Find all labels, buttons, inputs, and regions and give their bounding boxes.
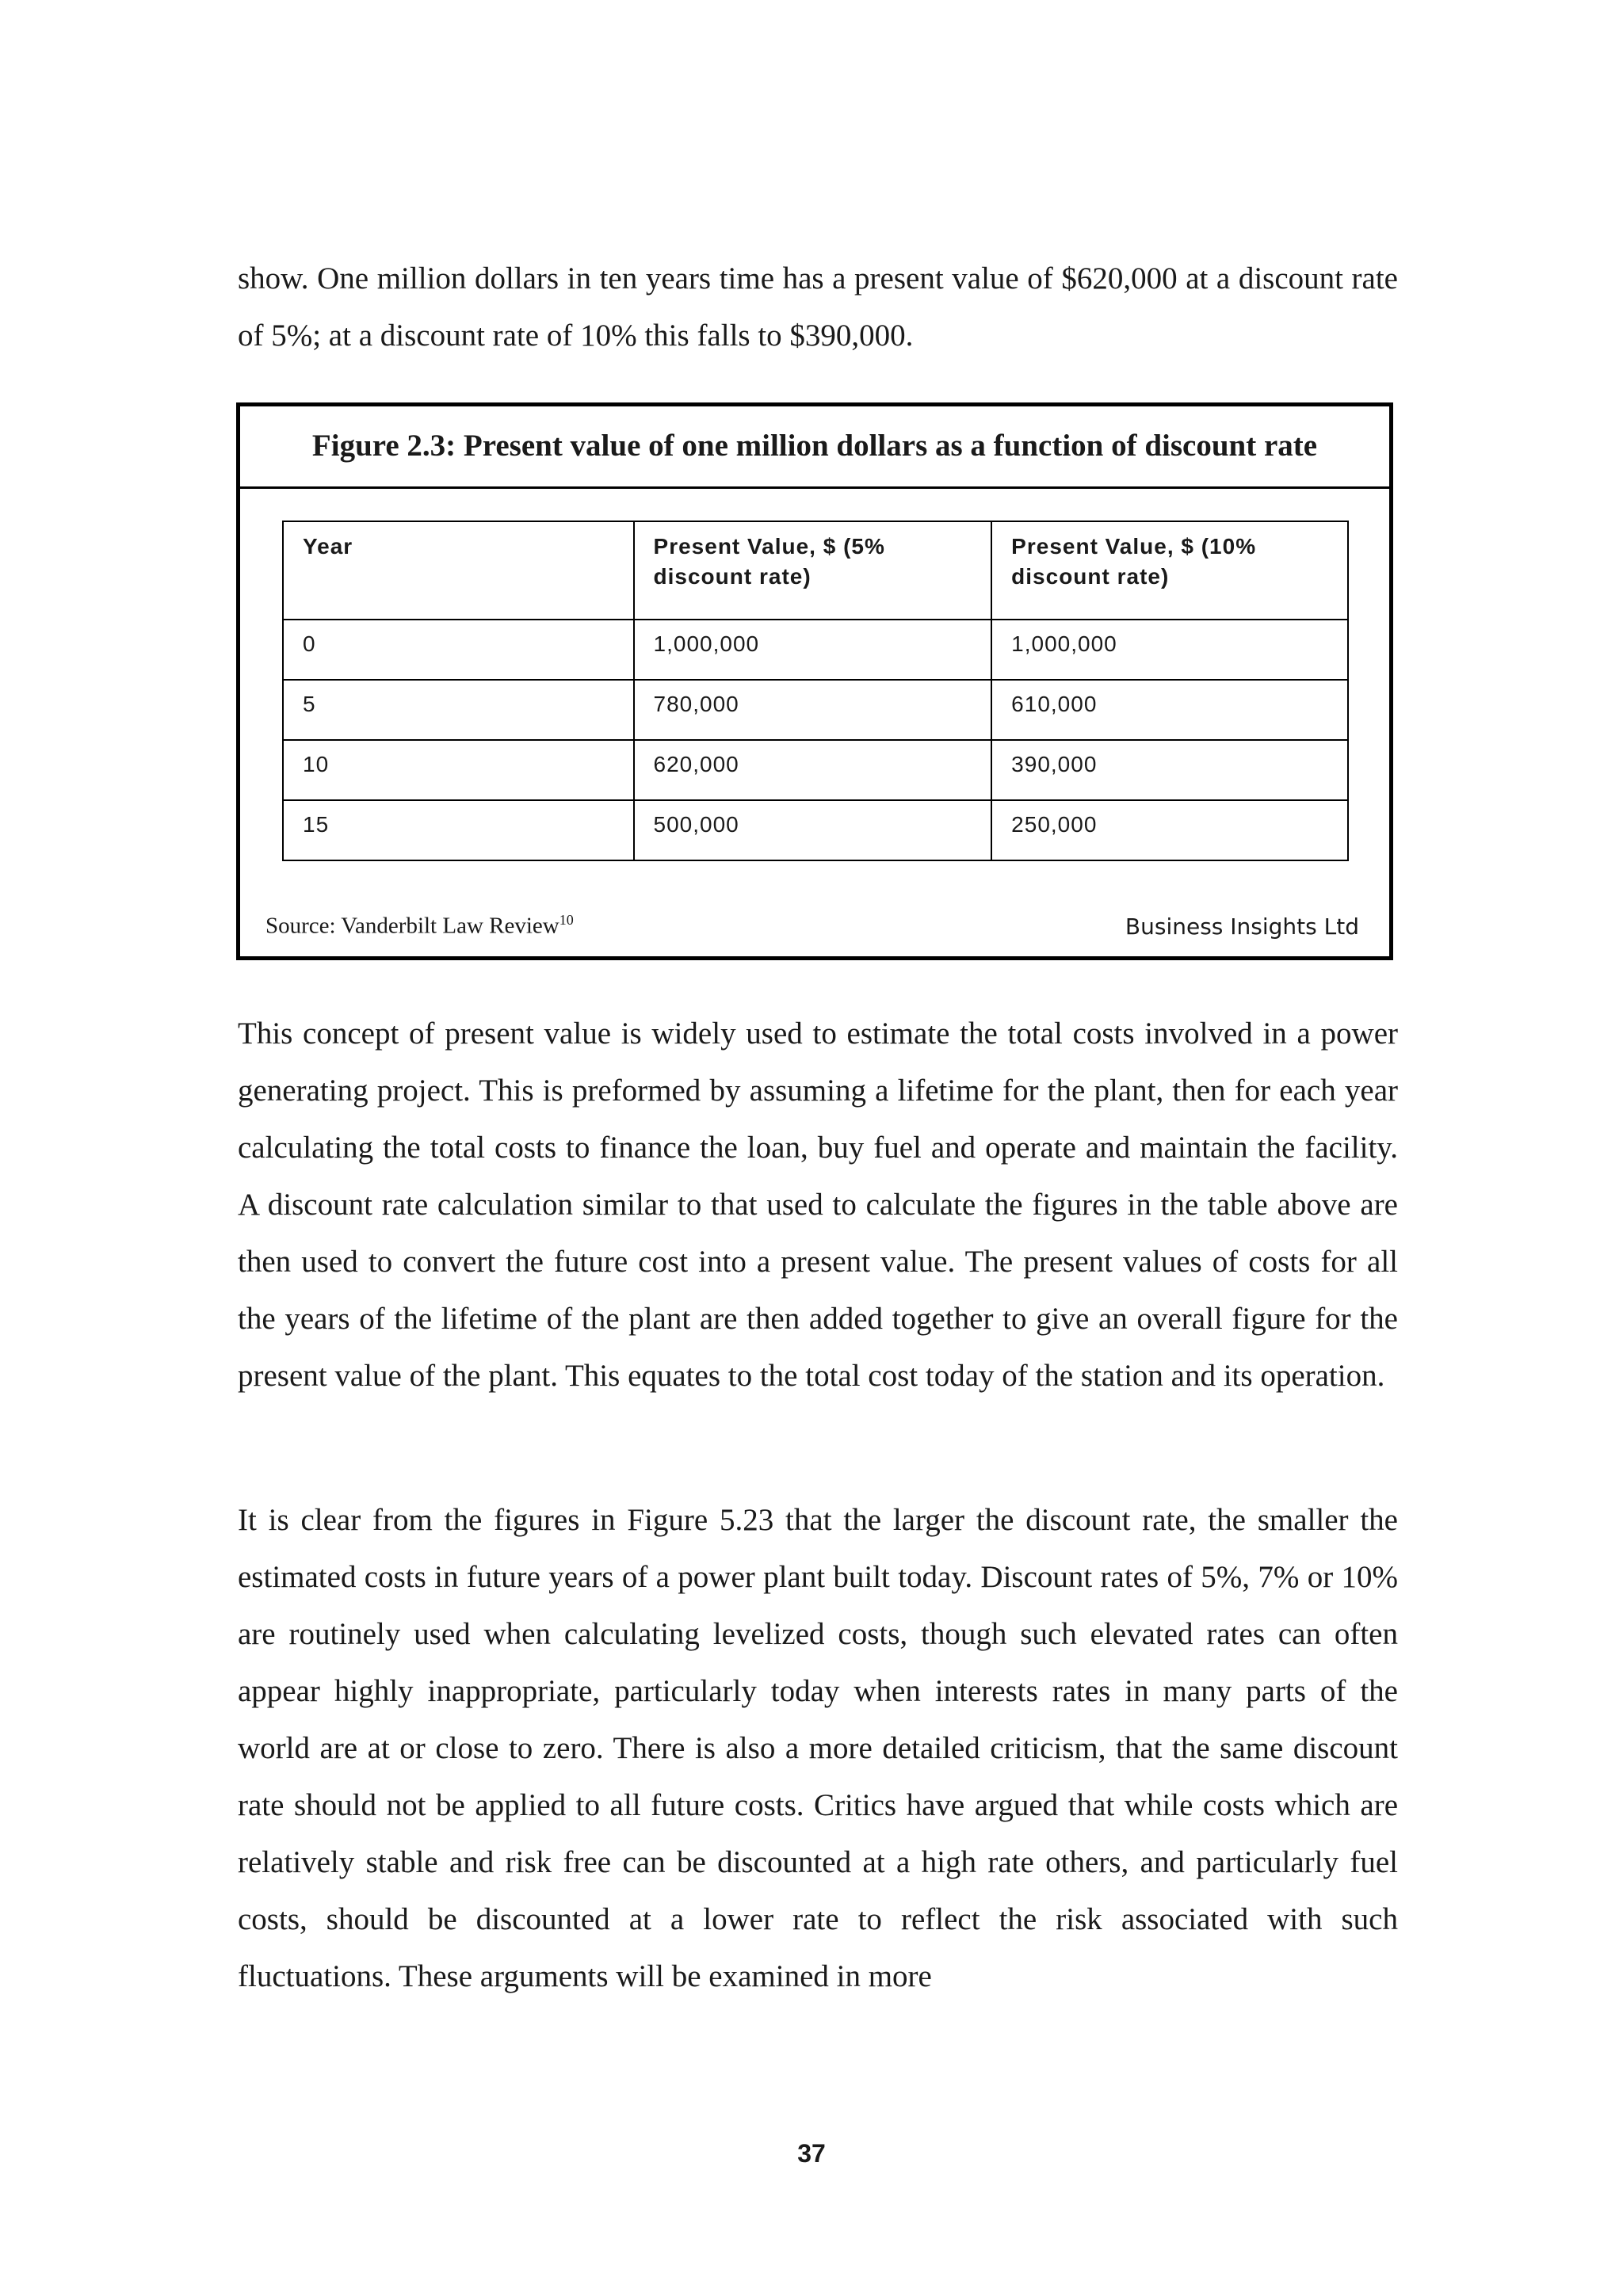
header-pv-5pct: Present Value, $ (5% discount rate)	[634, 521, 992, 620]
body-paragraph-1: This concept of present value is widely used to estimate the total costs involved in a power generating project. This is preformed by assuming a lifetime for the plant, then for each year calculating the total costs to finance the loan, buy fuel and operate and maintain the facility. A discount rate calculation similar to that used to calculate the figures in the table above are then used to convert the future cost into a present value. The present values of costs for all the years of the lifetime of the plant are then added together to give an overall figure for the present value of the plant. This equates to the total cost today of the station and its operation.	[238, 1016, 1398, 1393]
table-row	[283, 800, 1348, 860]
body-paragraph-2: It is clear from the figures in Figure 5.23 that the larger the discount rate, the smaller the estimated costs in future years of a power plant built today. Discount rates of 5%, 7% or 10% are routinely used when calculating levelized costs, though such elevated rates can often appear highly inappropriate, particularly today when interests rates in many parts of the world are at or close to zero. There is also a more detailed criticism, that the same discount rate should not be applied to all future costs. Critics have argued that while costs which are relatively stable and risk free can be discounted at a high rate others, and particularly fuel costs, should be discounted at a lower rate to reflect the risk associated with such fluctuations. These arguments will be examined in more	[238, 1503, 1398, 1993]
cell-pv-10pct: 250,000	[991, 800, 1348, 860]
cell-year: 10	[283, 740, 634, 800]
cell-pv-5pct: 1,000,000	[634, 620, 992, 680]
cell-pv-5pct: 500,000	[634, 800, 992, 860]
cell-pv-5pct: 780,000	[634, 680, 992, 740]
header-year: Year	[283, 521, 634, 620]
figure-source	[265, 912, 574, 940]
intro-paragraph: show. One million dollars in ten years time has a present value of $620,000 at a discount rate of 5%; at a discount rate of 10% this falls to $390,000.	[238, 261, 1398, 353]
table-header-row	[283, 521, 1348, 620]
cell-year: 0	[283, 620, 634, 680]
cell-year: 5	[283, 680, 634, 740]
table-row	[283, 740, 1348, 800]
cell-pv-10pct: 610,000	[991, 680, 1348, 740]
table-row	[283, 680, 1348, 740]
cell-pv-10pct: 390,000	[991, 740, 1348, 800]
header-pv-10pct: Present Value, $ (10% discount rate)	[991, 521, 1348, 620]
cell-pv-5pct: 620,000	[634, 740, 992, 800]
source-label: Source: Vanderbilt Law Review	[265, 913, 559, 939]
present-value-table	[282, 521, 1349, 861]
table-row	[283, 620, 1348, 680]
source-footnote-ref: 10	[559, 912, 574, 928]
figure-box	[236, 402, 1393, 960]
cell-pv-10pct: 1,000,000	[991, 620, 1348, 680]
figure-title: Figure 2.3: Present value of one million dollars as a function of discount rate	[240, 406, 1389, 489]
cell-year: 15	[283, 800, 634, 860]
page-number: 37	[797, 2139, 826, 2168]
figure-credit: Business Insights Ltd	[1125, 913, 1359, 940]
